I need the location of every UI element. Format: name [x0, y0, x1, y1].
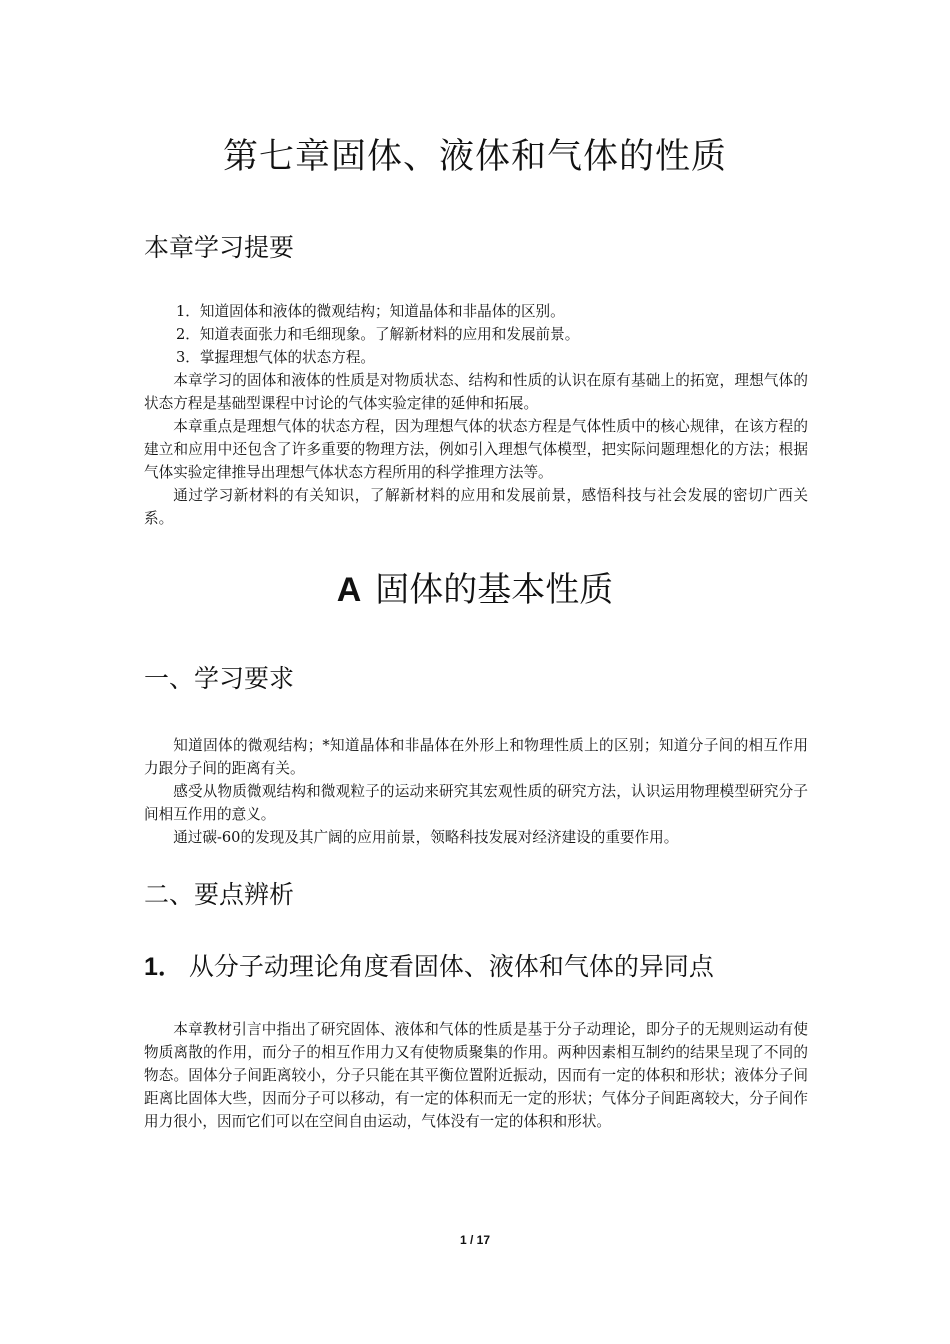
key-points-heading: 二、要点辨析 — [144, 880, 295, 909]
page-indicator: 1 / 17 — [459, 1233, 491, 1247]
requirements-paragraph-3: 通过碳-60的发现及其广阔的应用前景，领略科技发展对经济建设的重要作用。 — [173, 829, 679, 846]
subheading-text: 从分子动理论角度看固体、液体和气体的异同点 — [188, 952, 714, 981]
key-points-paragraph: 本章教材引言中指出了研究固体、液体和气体的性质是基于分子动理论，即分子的无规则运动有使物质离散的作用，而分子的相互作用力又有使物质聚集的作用。两种因素相互制约的结果呈现了不同的物态。固体分子间距离较小，分子只能在其平衡位置附近振动，因而有一定的体积和形状；液体分子间距离比固体大些，因而分子可以移动，有一定的体积而无一定的形状；气体分子间距离较大，分子间作用力很小，因而它们可以在空间自由运动，气体没有一定的体积和形状。 — [144, 1021, 808, 1130]
key-points-subheading — [144, 950, 714, 984]
summary-item-1: 1．知道固体和液体的微观结构；知道晶体和非晶体的区别。 — [176, 303, 565, 320]
section-title-text: 固体的基本性质 — [375, 570, 614, 610]
requirements-heading: 一、学习要求 — [144, 664, 295, 693]
requirements-paragraph-2: 感受从物质微观结构和微观粒子的运动来研究其宏观性质的研究方法，认识运用物理模型研究分子间相互作用的意义。 — [144, 783, 808, 823]
chapter-title: 第七章固体、液体和气体的性质 — [222, 137, 727, 177]
summary-block — [144, 300, 808, 530]
summary-paragraph-3: 通过学习新材料的有关知识，了解新材料的应用和发展前景，感悟科技与社会发展的密切广西关系。 — [144, 487, 808, 527]
summary-paragraph-2: 本章重点是理想气体的状态方程，因为理想气体的状态方程是气体性质中的核心规律，在该方程的建立和应用中还包含了许多重要的物理方法，例如引入理想气体模型，把实际问题理想化的方法；根据气体实验定律推导出理想气体状态方程所用的科学推理方法等。 — [144, 418, 808, 481]
subheading-number: 1． — [144, 953, 183, 981]
summary-item-2: 2．知道表面张力和毛细现象。了解新材料的应用和发展前景。 — [176, 326, 580, 343]
section-letter: A — [336, 571, 362, 609]
key-points-block — [144, 1018, 808, 1133]
requirements-block — [144, 734, 808, 849]
summary-heading: 本章学习提要 — [144, 233, 295, 262]
requirements-paragraph-1: 知道固体的微观结构；*知道晶体和非晶体在外形上和物理性质上的区别；知道分子间的相互作用力跟分子间的距离有关。 — [144, 737, 808, 777]
summary-item-3: 3．掌握理想气体的状态方程。 — [176, 349, 376, 366]
section-a-title — [0, 568, 950, 612]
summary-paragraph-1: 本章学习的固体和液体的性质是对物质状态、结构和性质的认识在原有基础上的拓宽，理想气体的状态方程是基础型课程中讨论的气体实验定律的延伸和拓展。 — [144, 372, 808, 412]
